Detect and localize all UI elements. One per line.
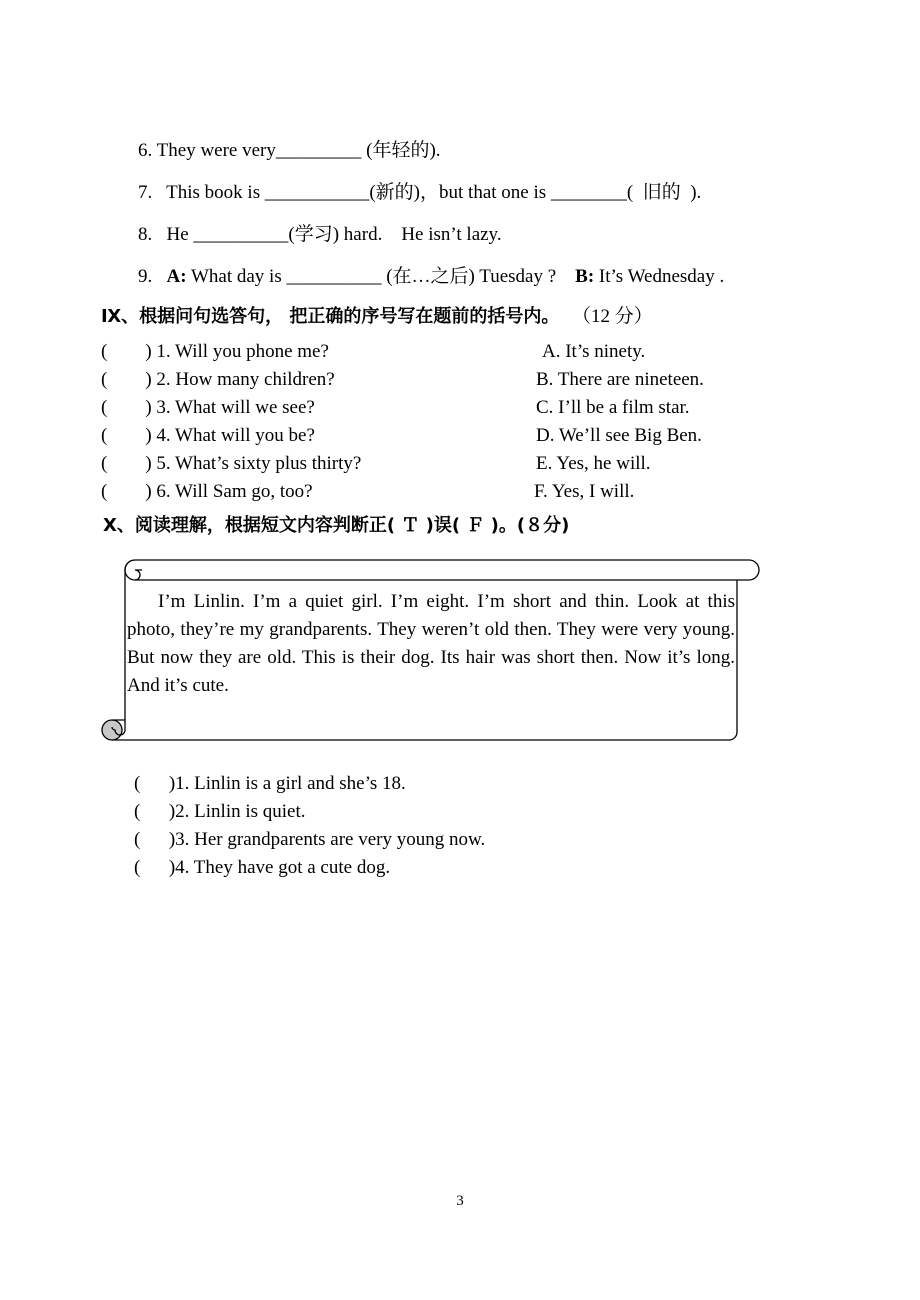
match-question-1: ( ) 1. Will you phone me? bbox=[101, 341, 329, 362]
match-answer-d: D. We’ll see Big Ben. bbox=[536, 425, 702, 446]
match-question-3: ( ) 3. What will we see? bbox=[101, 397, 315, 418]
match-answer-f: F. Yes, I will. bbox=[534, 481, 635, 502]
fill-in-item-7: 7. This book is ___________(新的)，but that one is ________( 旧的 ). bbox=[138, 182, 702, 203]
speaker-b-answer: It’s Wednesday . bbox=[594, 266, 725, 287]
tf-statement-1: ( )1. Linlin is a girl and she’s 18. bbox=[134, 773, 406, 794]
section-9-points: （12 分） bbox=[571, 306, 653, 327]
section-9-title: Ⅸ、根据问句选答句， 把正确的序号写在题前的括号内。 bbox=[101, 306, 560, 327]
match-question-5: ( ) 5. What’s sixty plus thirty? bbox=[101, 453, 362, 474]
fill-in-item-6: 6. They were very_________ (年轻的). bbox=[138, 140, 441, 161]
match-answer-e: E. Yes, he will. bbox=[536, 453, 651, 474]
match-answer-a: A. It’s ninety. bbox=[542, 341, 646, 362]
fill-in-item-8: 8. He __________(学习) hard. He isn’t lazy. bbox=[138, 224, 502, 245]
match-question-2: ( ) 2. How many children? bbox=[101, 369, 335, 390]
tf-statement-3: ( )3. Her grandparents are very young now. bbox=[134, 829, 486, 850]
match-answer-b: B. There are nineteen. bbox=[536, 369, 704, 390]
tf-statement-2: ( )2. Linlin is quiet. bbox=[134, 801, 306, 822]
speaker-b-label: B: bbox=[575, 266, 595, 287]
match-answer-c: C. I’ll be a film star. bbox=[536, 397, 690, 418]
section-10-heading: Ⅹ、阅读理解，根据短文内容判断正( Ｔ )误( Ｆ )。(８分) bbox=[103, 515, 570, 536]
fill-in-item-9 bbox=[138, 265, 724, 289]
item-9-number: 9. bbox=[138, 266, 153, 287]
page-number: 3 bbox=[456, 1193, 464, 1209]
speaker-a-question: What day is __________ (在…之后) Tuesday ? bbox=[186, 266, 557, 287]
match-question-4: ( ) 4. What will you be? bbox=[101, 425, 315, 446]
match-question-6: ( ) 6. Will Sam go, too? bbox=[101, 481, 313, 502]
reading-passage: I’m Linlin. I’m a quiet girl. I’m eight. I’m short and thin. Look at this photo, they’re my grandparents. They weren’t old then. They were very young. But now they are old. This is their dog. Its hair was short then. Now it’s long. And it’s cute. bbox=[127, 591, 735, 696]
tf-statement-4: ( )4. They have got a cute dog. bbox=[134, 857, 391, 878]
section-9-heading bbox=[101, 305, 653, 329]
speaker-a-label: A: bbox=[166, 266, 187, 287]
